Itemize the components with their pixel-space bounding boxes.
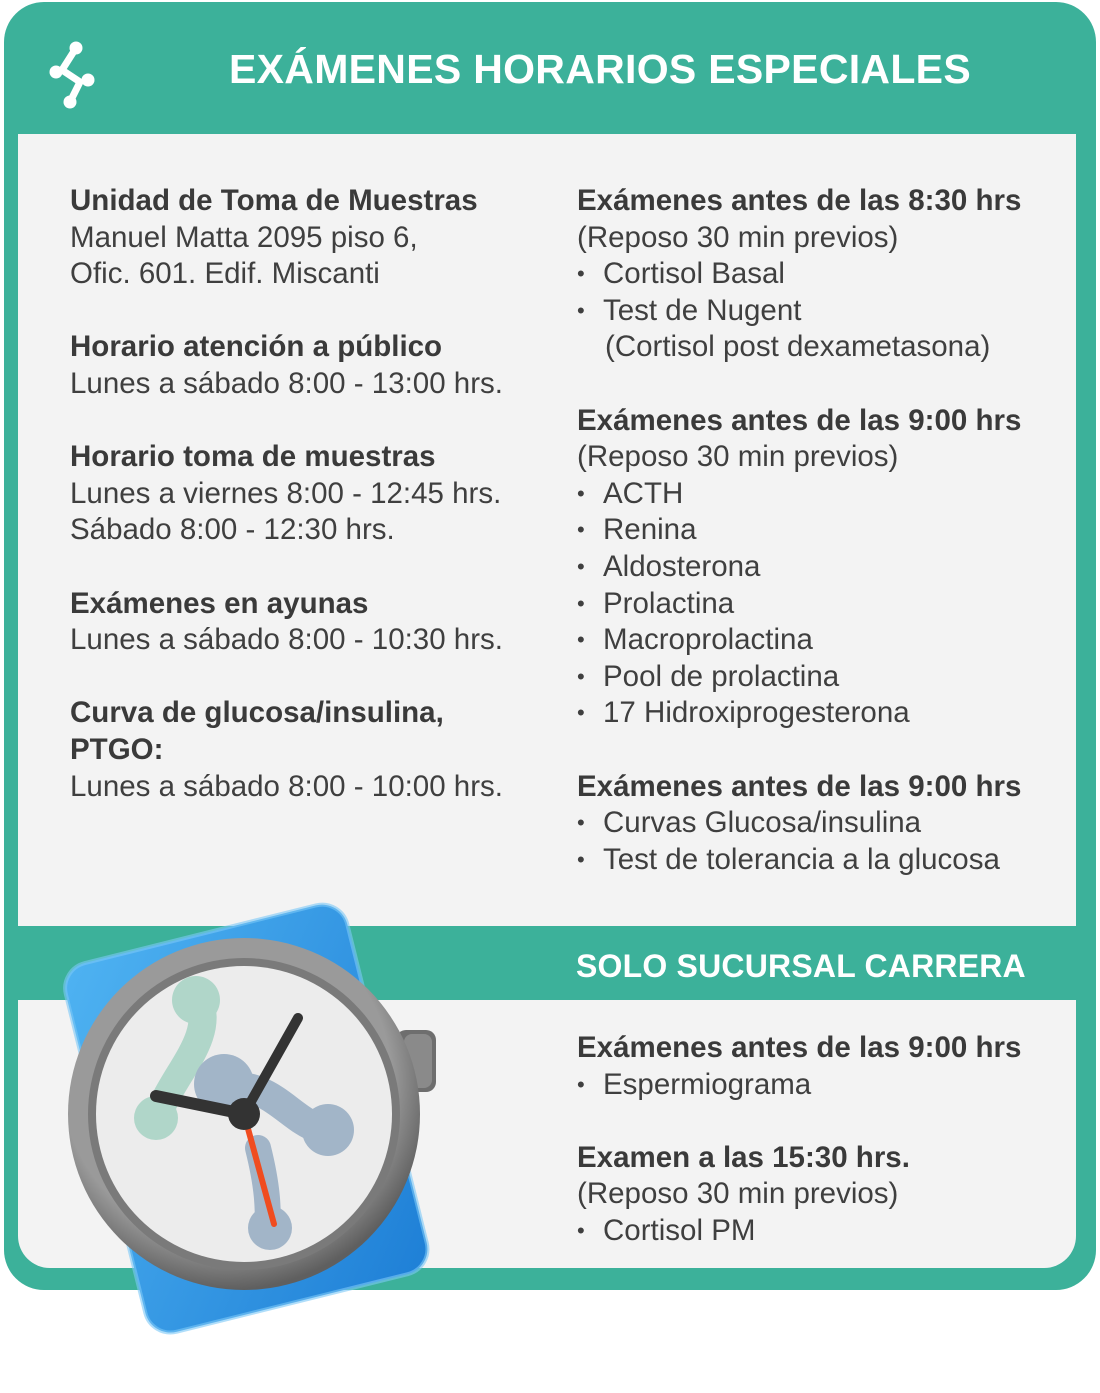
fasting-line: Lunes a sábado 8:00 - 10:30 hrs. [70, 623, 503, 657]
list-item: • Curvas Glucosa/insulina [577, 805, 1057, 842]
before-900-a-block [577, 403, 1057, 732]
before-830-note: (Reposo 30 min previos) [577, 220, 899, 254]
list-item: • Prolactina [577, 586, 1057, 623]
glucose-curve-line: Lunes a sábado 8:00 - 10:00 hrs. [70, 769, 503, 803]
branch-before-900-heading: Exámenes antes de las 9:00 hrs [577, 1031, 1022, 1064]
list-item: • Macroprolactina [577, 622, 1057, 659]
public-hours-line: Lunes a sábado 8:00 - 13:00 hrs. [70, 366, 503, 400]
right-column [577, 183, 1057, 915]
before-900-a-list [577, 476, 1057, 732]
unit-block [70, 183, 540, 293]
branch-1530-heading: Examen a las 15:30 hrs. [577, 1140, 910, 1174]
branch-before-900-list [577, 1067, 1057, 1104]
before-830-sub-note: (Cortisol post dexametasona) [605, 330, 991, 364]
list-item: • ACTH [577, 476, 1057, 513]
molecule-logo-icon [44, 40, 102, 110]
sampling-hours-line2: Sábado 8:00 - 12:30 hrs. [70, 513, 395, 547]
unit-heading: Unidad de Toma de Muestras [70, 184, 478, 217]
list-item: • Test de tolerancia a la glucosa [577, 842, 1057, 879]
glucose-curve-heading-line1: Curva de glucosa/insulina, [70, 696, 444, 730]
clock-icon [48, 888, 468, 1338]
sampling-hours-block [70, 439, 540, 549]
page-title: EXÁMENES HORARIOS ESPECIALES [229, 46, 971, 92]
branch-band-title: SOLO SUCURSAL CARRERA [576, 948, 1026, 984]
before-830-block [577, 183, 1057, 366]
before-900-b-heading: Exámenes antes de las 9:00 hrs [577, 769, 1022, 803]
list-item: • Test de Nugent [577, 293, 1057, 330]
list-item: • Aldosterona [577, 549, 1057, 586]
before-900-a-heading: Exámenes antes de las 9:00 hrs [577, 403, 1022, 437]
unit-address-line2: Ofic. 601. Edif. Miscanti [70, 257, 380, 291]
sampling-hours-heading: Horario toma de muestras [70, 440, 436, 474]
list-item: • Cortisol PM [577, 1213, 1057, 1250]
sampling-hours-line1: Lunes a viernes 8:00 - 12:45 hrs. [70, 476, 502, 510]
public-hours-block [70, 329, 540, 402]
branch-before-900-block [577, 1030, 1057, 1103]
unit-address-line1: Manuel Matta 2095 piso 6, [70, 220, 418, 254]
public-hours-heading: Horario atención a público [70, 330, 443, 364]
list-item: • Pool de prolactina [577, 659, 1057, 696]
left-column [70, 183, 540, 842]
branch-1530-list [577, 1213, 1057, 1250]
fasting-heading: Exámenes en ayunas [70, 586, 369, 620]
list-item: • 17 Hidroxiprogesterona [577, 695, 1057, 732]
list-item: • Espermiograma [577, 1067, 1057, 1104]
fasting-block [70, 586, 540, 659]
before-900-b-list [577, 805, 1057, 878]
before-900-a-note: (Reposo 30 min previos) [577, 440, 899, 474]
branch-column [577, 1030, 1057, 1286]
list-item: • Renina [577, 512, 1057, 549]
before-830-list [577, 256, 1057, 329]
glucose-curve-block [70, 695, 540, 805]
list-item: • Cortisol Basal [577, 256, 1057, 293]
header [4, 2, 1096, 134]
before-900-b-block [577, 769, 1057, 879]
glucose-curve-heading-line2: PTGO: [70, 732, 164, 766]
branch-1530-note: (Reposo 30 min previos) [577, 1177, 899, 1211]
branch-1530-block [577, 1140, 1057, 1250]
before-830-heading: Exámenes antes de las 8:30 hrs [577, 184, 1022, 217]
